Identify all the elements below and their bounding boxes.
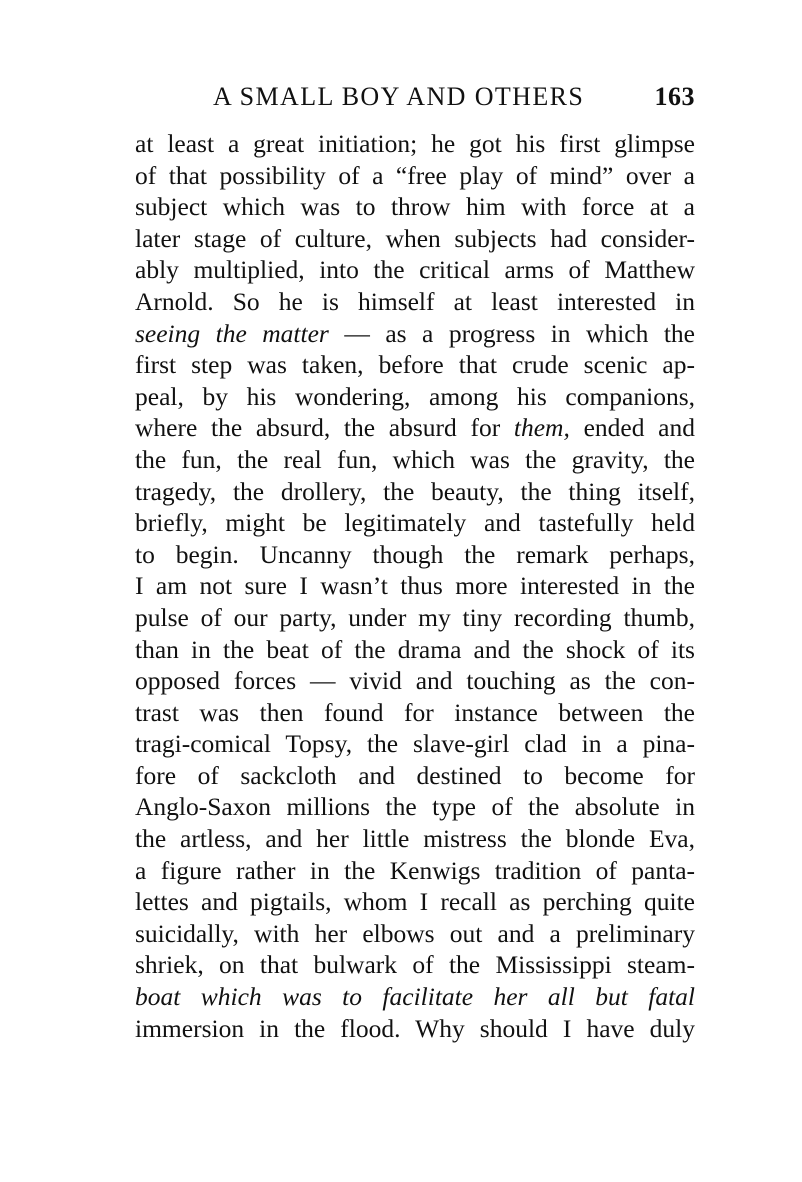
text-line: tragedy, the drollery, the beauty, the thing itself, <box>135 476 695 506</box>
text-line: pulse of our party, under my tiny recording thumb, <box>135 602 695 632</box>
text-line: ably multiplied, into the critical arms of Matthew <box>135 255 695 285</box>
text-line: opposed forces — vivid and touching as the con- <box>135 666 695 696</box>
text-line: the fun, the real fun, which was the gravity, the <box>135 444 695 474</box>
text-line: lettes and pigtails, whom I recall as perching quite <box>135 887 695 917</box>
running-title: A SMALL BOY AND OTHERS <box>213 82 585 111</box>
text-line: than in the beat of the drama and the shock of its <box>135 634 695 664</box>
text-line: first step was taken, before that crude scenic ap- <box>135 350 695 380</box>
text-line: Arnold. So he is himself at least interested in <box>135 286 695 316</box>
text-line: subject which was to throw him with force at a <box>135 192 695 222</box>
text-line: later stage of culture, when subjects had consider- <box>135 223 695 253</box>
text-line: a figure rather in the Kenwigs tradition of panta- <box>135 855 695 885</box>
body-text <box>135 128 695 1044</box>
text-line: suicidally, with her elbows out and a preliminary <box>135 918 695 948</box>
text-line: where the absurd, the absurd for them, ended and <box>135 413 695 443</box>
text-line: tragi-comical Topsy, the slave-girl clad in a pina- <box>135 729 695 759</box>
text-line: the artless, and her little mistress the blonde Eva, <box>135 824 695 854</box>
text-line: peal, by his wondering, among his companions, <box>135 381 695 411</box>
text-line: Anglo-Saxon millions the type of the absolute in <box>135 792 695 822</box>
text-line: of that possibility of a “free play of mind” over a <box>135 160 695 190</box>
italic-phrase: them, <box>513 413 570 443</box>
text-line: immersion in the flood. Why should I have duly <box>135 1013 695 1043</box>
text-line: boat which was to facilitate her all but fatal <box>135 982 695 1012</box>
page-header <box>135 80 695 114</box>
text-line: briefly, might be legitimately and tastefully held <box>135 508 695 538</box>
italic-phrase: seeing the matter <box>135 318 329 348</box>
text-line: shriek, on that bulwark of the Mississippi steam- <box>135 950 695 980</box>
text-line: fore of sackcloth and destined to become for <box>135 760 695 790</box>
text-line: I am not sure I wasn’t thus more interested in the <box>135 571 695 601</box>
text-line: seeing the matter — as a progress in which the <box>135 318 695 348</box>
text-line: trast was then found for instance between the <box>135 697 695 727</box>
text-line: at least a great initiation; he got his first glimpse <box>135 129 695 158</box>
page-number: 163 <box>654 82 695 111</box>
text-line: to begin. Uncanny though the remark perhaps, <box>135 539 695 569</box>
